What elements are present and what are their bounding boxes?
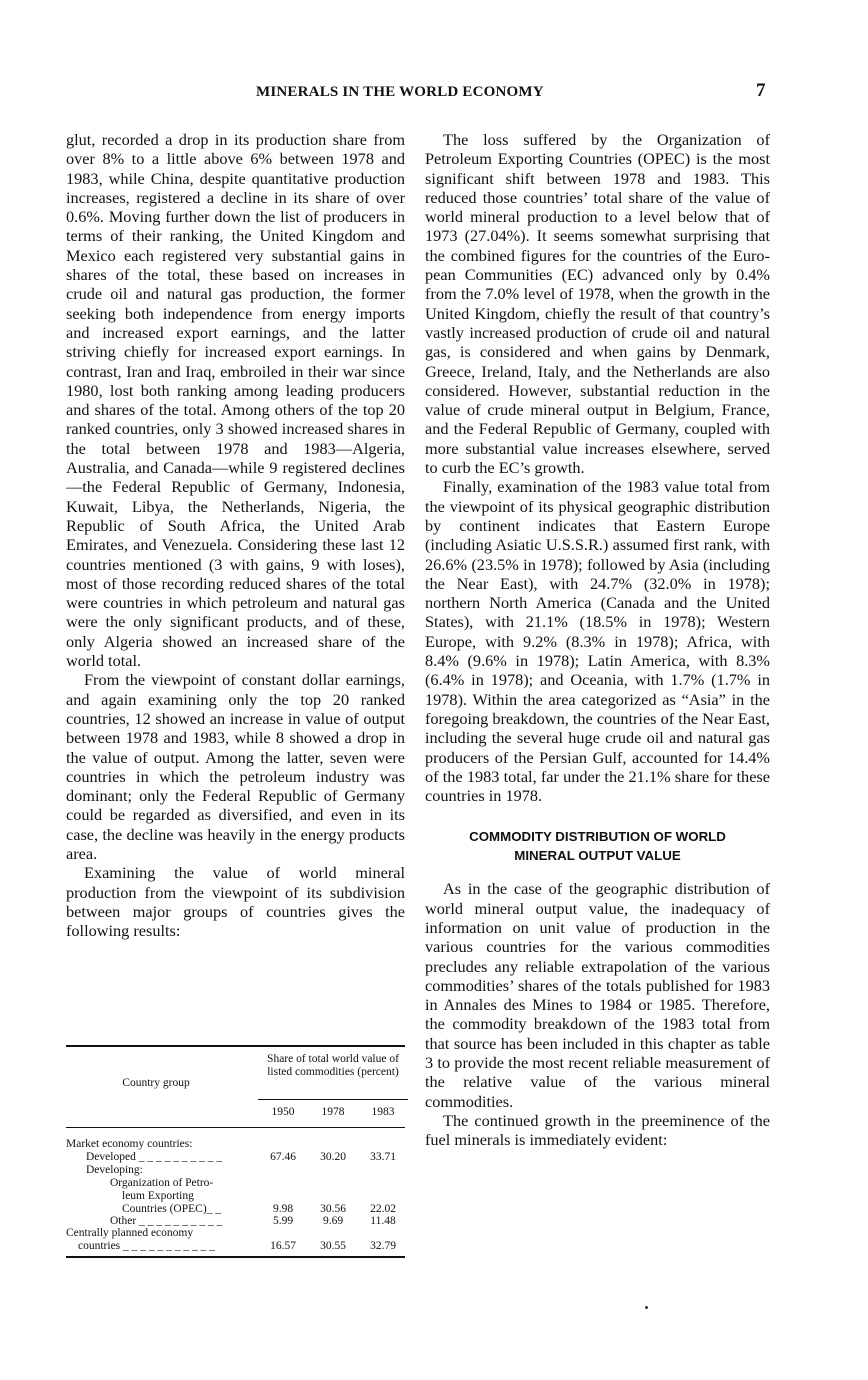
cell-1950: 9.98 (272, 1203, 294, 1215)
cell-1950: 5.99 (272, 1215, 294, 1227)
running-header: MINERALS IN THE WORLD ECONOMY (256, 84, 544, 100)
table-row (66, 1164, 405, 1177)
cell-1983: 33.71 (370, 1151, 396, 1163)
year-header: 1978 (321, 1106, 345, 1118)
cell-1978: 30.55 (320, 1240, 346, 1252)
cell-1978: 30.56 (320, 1203, 346, 1215)
left-column (66, 130, 405, 940)
row-label: Developing: (86, 1164, 143, 1176)
cell-1983: 11.48 (370, 1215, 396, 1227)
year-header: 1983 (371, 1106, 395, 1118)
table-header (66, 1047, 405, 1127)
table-row (66, 1240, 405, 1253)
cell-1983: 32.79 (370, 1240, 396, 1252)
page-number: 7 (756, 80, 766, 101)
row-label: Countries (OPEC)_ _ (122, 1203, 222, 1215)
row-label: Centrally planned economy (66, 1227, 194, 1239)
section-heading-line: COMMODITY DISTRIBUTION OF WORLD (469, 829, 726, 845)
cell-1983: 22.02 (370, 1203, 396, 1215)
paragraph: Finally, examination of the 1983 value total from the viewpoint of its physical geographic distribution by continent indicates that Eastern Europe (including Asiatic U.S.S.R.) assumed first rank, with 26.6% (23.5% in 1978); followed by Asia (including the Near East), with 24.7% (32.0% in 1978); northern North America (Canada and the United States), with 21.1% (18.5% in 1978); Western Europe, with 9.2% (8.3% in 1978); Africa, with 8.4% (9.6% in 1978); Latin America, with 8.3% (6.4% in 1978); and Oceania, with 1.7% (1.7% in 1978). Within the area categorized as “Asia” in the foregoing breakdown, the countries of the Near East, including the several huge crude oil and natural gas producers of the Persian Gulf, accounted for 14.4% of the 1983 total, far under the 21.1% share for these countries in 1978. (425, 477, 770, 806)
table-body (66, 1128, 405, 1250)
col-header-share: Share of total world value of listed commodities (percent) (267, 1053, 399, 1078)
stray-mark (645, 1306, 648, 1309)
row-label: leum Exporting (122, 1190, 194, 1202)
row-label: Market economy countries: (66, 1138, 193, 1150)
paragraph: The loss suffered by the Organization of Petroleum Exporting Countries (OPEC) is the most significant shift between 1978 and 1983. This reduced those countries’ total share of the value of world mineral production to a level below that of 1973 (27.04%). It seems somewhat surprising that the combined figures for the countries of the European Communities (EC) advanced only by 0.4% from the 7.0% level of 1978, when the growth in the United Kingdom, chiefly the result of that country’s vastly increased production of crude oil and natural gas, is considered and when gains by Denmark, Greece, Ireland, Italy, and the Netherlands are also considered. However, substantial reduction in the value of crude mineral output in Belgium, France, and the Federal Republic of Germany, coupled with more substantial value increases elsewhere, served to curb the EC’s growth. (425, 130, 770, 478)
cell-1950: 16.57 (270, 1240, 296, 1252)
table-row (66, 1138, 405, 1151)
right-column (425, 130, 770, 1150)
row-label: Other _ _ _ _ _ _ _ _ _ _ (110, 1215, 223, 1227)
cell-1950: 67.46 (270, 1151, 296, 1163)
section-heading (425, 827, 770, 865)
section-heading-line: MINERAL OUTPUT VALUE (514, 848, 681, 864)
paragraph: As in the case of the geographic distribution of world mineral output value, the inadequacy of information on unit value of production in the various countries for the various commodities precludes any reliable extrapolation of the various commodities’ shares of the totals published for 1983 in Annales des Mines to 1984 or 1985. Therefore, the commodity breakdown of the 1983 total from that source has been included in this chapter as table 3 to provide the most recent reliable measurement of the relative value of the various mineral commodities. (425, 879, 770, 1111)
table-row (66, 1190, 405, 1203)
col-header-country-group: Country group (122, 1077, 190, 1089)
paragraph: glut, recorded a drop in its production share from over 8% to a little above 6% between 1978 and 1983, while China, despite quantitative production increases, registered a decline in its share of over 0.6%. Moving further down the list of producers in terms of their ranking, the United Kingdom and Mexico each registered very substantial gains in shares of the total, these based on increases in crude oil and natural gas production, the former seeking both independence from energy imports and increased export earnings, and the latter striving chiefly for increased export earnings. In contrast, Iran and Iraq, embroiled in their war since 1980, lost both ranking among leading producers and shares of the total. Among others of the top 20 ranked countries, only 3 showed increased shares in the total between 1978 and 1983—Algeria, Australia, and Canada—while 9 registered declines—the Federal Republic of Germany, Indonesia, Kuwait, Libya, the Netherlands, Nigeria, the Republic of South Africa, the United Arab Emirates, and Venezuela. Considering these last 12 countries mentioned (3 with gains, 9 with loses), most of those recording reduced shares of the total were countries in which petroleum and natural gas were the only significant products, and of these, only Algeria showed an increased share of the world total. (66, 130, 405, 671)
table-row (66, 1177, 405, 1190)
table-row (66, 1227, 405, 1240)
row-label: countries _ _ _ _ _ _ _ _ _ _ _ (78, 1240, 216, 1252)
row-label: Organization of Petro- (110, 1177, 214, 1189)
year-header: 1950 (271, 1106, 295, 1118)
row-label: Developed _ _ _ _ _ _ _ _ _ _ (86, 1151, 223, 1163)
paragraph: The continued growth in the preeminence of the fuel minerals is immediately evident: (425, 1110, 770, 1150)
table-row (66, 1151, 405, 1164)
paragraph: From the viewpoint of constant dollar earnings, and again examining only the top 20 ranked countries, 12 showed an increase in value of output between 1978 and 1983, while 8 showed a drop in the value of output. Among the latter, seven were countries in which the petroleum industry was dominant; only the Federal Republic of Germany could be regarded as diversified, and even in its case, the decline was heavily in the energy products area. (66, 670, 405, 863)
country-group-table (66, 1045, 405, 1258)
cell-1978: 9.69 (322, 1215, 344, 1227)
year-headers (258, 1099, 408, 1118)
cell-1978: 30.20 (320, 1151, 346, 1163)
table-rule (66, 1256, 405, 1258)
paragraph: Examining the value of world mineral production from the viewpoint of its subdivision between major groups of countries gives the following results: (66, 863, 405, 941)
